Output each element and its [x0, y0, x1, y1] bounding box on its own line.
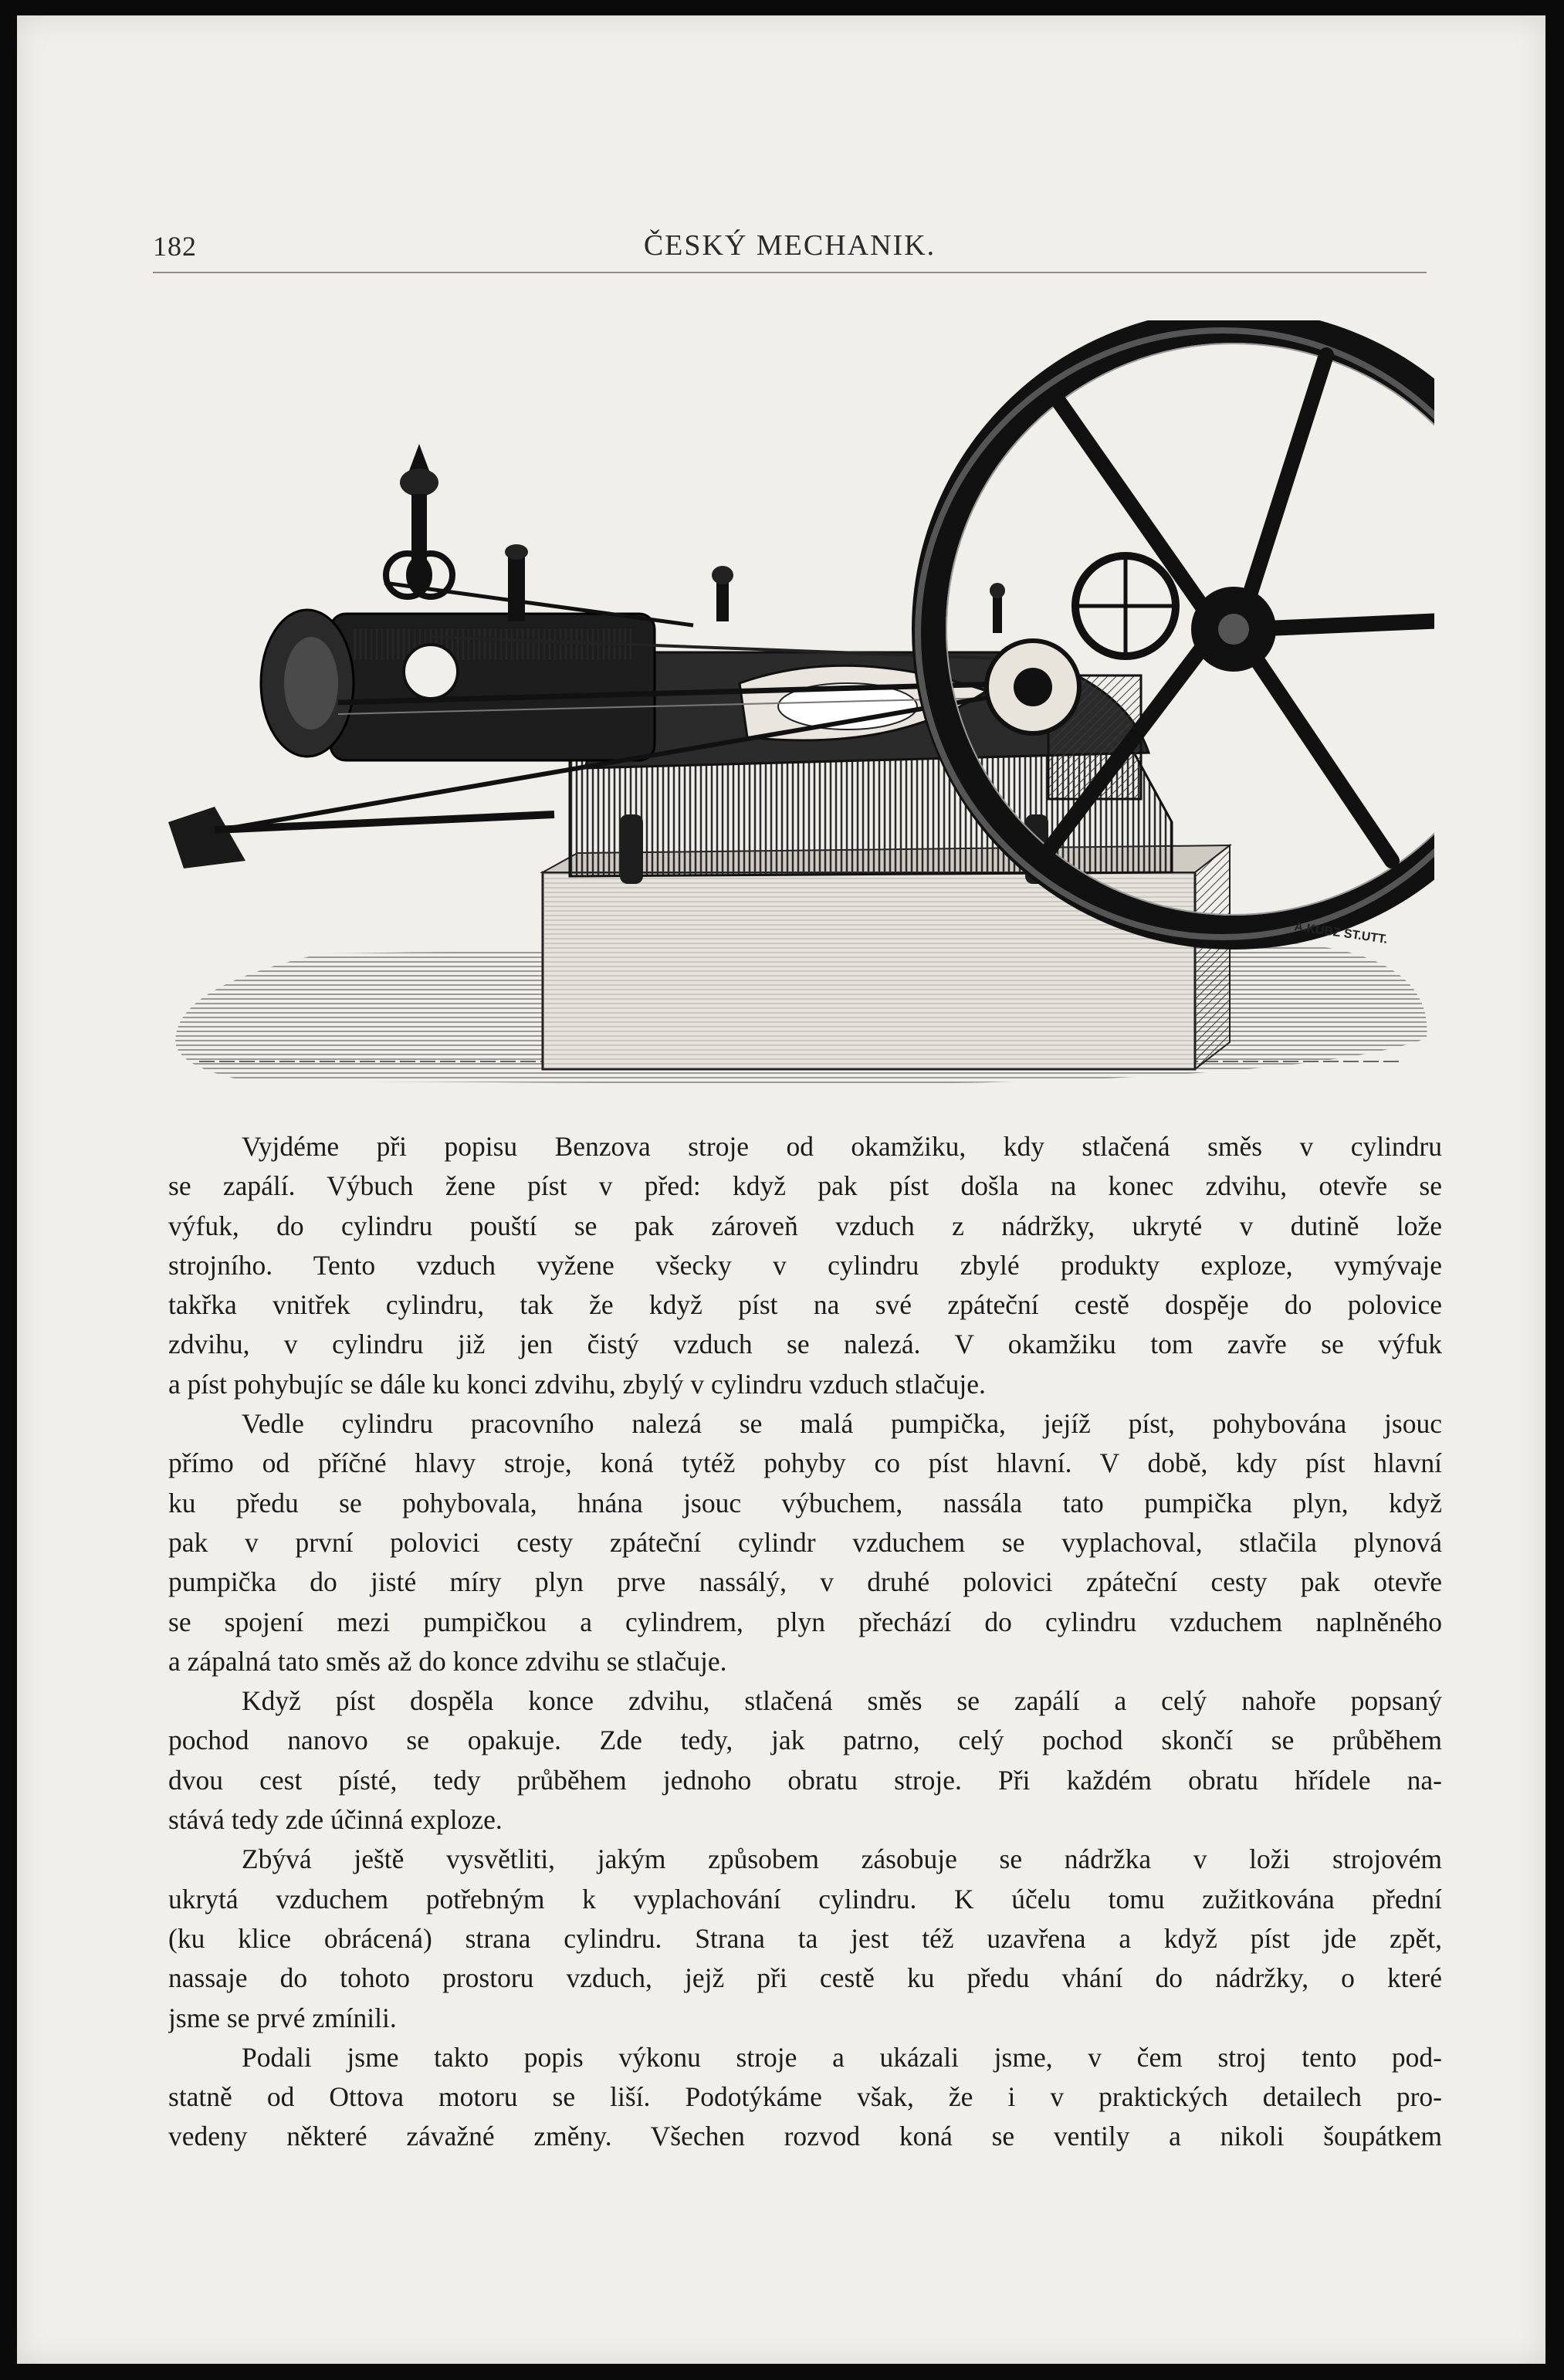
- running-title: ČESKÝ MECHANIK.: [643, 229, 936, 262]
- text-line: Když píst dospěla konce zdvihu, stlačená směs se zapálí a celý nahoře popsaný: [242, 1685, 1442, 1717]
- engine-illustration: [153, 320, 1434, 1116]
- text-line: výfuk, do cylindru pouští se pak zároveň vzduch z nádržky, ukryté v dutině lože: [168, 1210, 1442, 1241]
- text-line: se spojení mezi pumpičkou a cylindrem, plyn přechází do cylindru vzduchem naplněného: [168, 1606, 1442, 1637]
- running-head: [153, 222, 1427, 269]
- text-line: pumpička do jisté míry plyn prve nassálý, v druhé polovici zpáteční cesty pak otevře: [168, 1566, 1442, 1598]
- body-text: [168, 1127, 1442, 2157]
- benz-engine-engraving: [153, 320, 1434, 1116]
- text-line: Vedle cylindru pracovního nalezá se malá pumpička, jejíž píst, pohybována jsouc: [242, 1408, 1442, 1440]
- text-line: Vyjdéme při popisu Benzova stroje od okamžiku, kdy stlačená směs v cylindru: [242, 1131, 1442, 1162]
- text-line: ku předu se pohybovala, hnána jsouc výbuchem, nassála tato pumpička plyn, když: [168, 1487, 1442, 1518]
- text-line: nassaje do tohoto prostoru vzduch, jejž při cestě ku předu vhání do nádržky, o které: [168, 1962, 1442, 1994]
- text-line: přímo od příčné hlavy stroje, koná tytéž pohyby co píst hlavní. V době, kdy píst hlavní: [168, 1447, 1442, 1479]
- engraver-signature: A.KUBZ ST.UTT.: [1293, 920, 1389, 946]
- text-line: ukrytá vzduchem potřebným k vyplachování cylindru. K účelu tomu zužitkována přední: [168, 1883, 1442, 1914]
- text-line: takřka vnitřek cylindru, tak že když píst na své zpáteční cestě dospěje do polovice: [168, 1289, 1442, 1321]
- text-line: (ku klice obrácená) strana cylindru. Strana ta jest též uzavřena a když píst jde zpět,: [168, 1922, 1442, 1954]
- text-line: statně od Ottova motoru se liší. Podotýkáme však, že i v praktických detailech pro-: [168, 2081, 1442, 2113]
- text-line: vedeny některé závažné změny. Všechen rozvod koná se ventily a nikoli šoupátkem: [168, 2121, 1442, 2152]
- text-line: dvou cest písté, tedy průběhem jednoho obratu stroje. Při každém obratu hřídele na-: [168, 1764, 1442, 1796]
- text-line: Zbývá ještě vysvětliti, jakým způsobem zásobuje se nádržka v loži strojovém: [242, 1843, 1442, 1875]
- text-line: se zapálí. Výbuch žene píst v před: když pak píst došla na konec zdvihu, otevře se: [168, 1170, 1442, 1202]
- text-line: strojního. Tento vzduch vyžene všecky v cylindru zbylé produkty exploze, vymývaje: [168, 1249, 1442, 1281]
- text-line: stává tedy zde účinná exploze.: [168, 1804, 503, 1836]
- page-number: 182: [153, 231, 197, 262]
- text-line: pochod nanovo se opakuje. Zde tedy, jak patrno, celý pochod skončí se průběhem: [168, 1725, 1442, 1756]
- text-line: Podali jsme takto popis výkonu stroje a ukázali jsme, v čem stroj tento pod-: [242, 2041, 1442, 2073]
- text-line: a píst pohybujíc se dále ku konci zdvihu, zbylý v cylindru vzduch stlačuje.: [168, 1368, 986, 1400]
- text-line: pak v první polovici cesty zpáteční cylindr vzduchem se vyplachoval, stlačila plynová: [168, 1526, 1442, 1558]
- text-line: a zápalná tato směs až do konce zdvihu se stlačuje.: [168, 1645, 727, 1677]
- header-rule: [153, 272, 1427, 273]
- text-line: zdvihu, v cylindru již jen čistý vzduch se nalezá. V okamžiku tom zavře se výfuk: [168, 1329, 1442, 1360]
- text-line: jsme se prvé zmínili.: [168, 2002, 397, 2033]
- page: [17, 15, 1545, 2364]
